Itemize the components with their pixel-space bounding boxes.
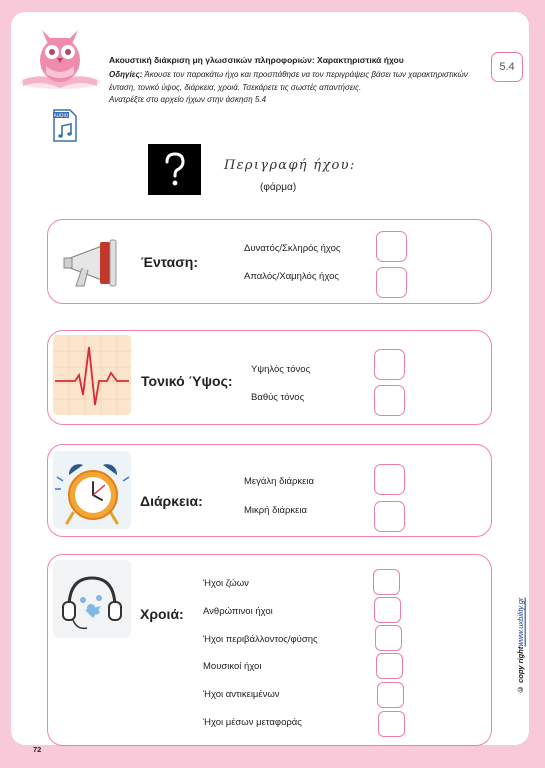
section-title-pitch: Τονικό Ύψος: [141, 373, 233, 389]
option-label: Δυνατός/Σκληρός ήχος [244, 243, 341, 254]
instructions-line-3: Ανατρέξτε στο αρχείο ήχων στην άσκηση 5.4 [109, 95, 267, 104]
answer-checkbox[interactable] [374, 349, 405, 380]
answer-checkbox[interactable] [376, 653, 403, 679]
option-label: Απαλός/Χαμηλός ήχος [244, 271, 339, 282]
headphones-icon [53, 560, 131, 638]
answer-checkbox[interactable] [376, 231, 407, 262]
page-number: 72 [33, 745, 42, 754]
instructions-text: Άκουσε τον παρακάτω ήχο και προσπάθησε να τον περιγράψεις βάσει των χαρακτηριστικών [144, 70, 468, 79]
answer-checkbox[interactable] [375, 625, 402, 651]
option-label: Ανθρώπινοι ήχοι [203, 606, 273, 617]
option-label: Μουσικοί ήχοι [203, 661, 262, 672]
option-label: Μεγάλη διάρκεια [244, 476, 314, 487]
exercise-number-badge: 5.4 [491, 52, 523, 82]
owl-logo-icon [19, 24, 101, 92]
option-label: Ήχοι αντικειμένων [203, 689, 280, 700]
instructions-label: Οδηγίες: [109, 70, 143, 79]
answer-checkbox[interactable] [373, 569, 400, 595]
option-label: Μικρή διάρκεια [244, 505, 307, 516]
heartbeat-icon [53, 335, 131, 415]
worksheet-page [11, 12, 529, 745]
answer-checkbox[interactable] [374, 501, 405, 532]
option-label: Ήχοι ζώων [203, 578, 249, 589]
option-label: Υψηλός τόνος [251, 364, 311, 375]
answer-checkbox[interactable] [376, 267, 407, 298]
instructions [109, 69, 487, 107]
audio-badge-text: AUDIO [53, 114, 69, 119]
answer-checkbox[interactable] [374, 385, 405, 416]
audio-file-icon[interactable] [53, 109, 77, 142]
instructions-line-2: ένταση, τονικό ύψος, διάρκεια, χροιά. Τσεκάρετε τις σωστές απαντήσεις. [109, 82, 362, 92]
alarm-clock-icon [53, 451, 131, 529]
section-pitch [47, 330, 492, 425]
section-duration [47, 444, 492, 537]
copyright-link[interactable]: www.uxbility.gr [516, 597, 525, 647]
answer-checkbox[interactable] [378, 711, 405, 737]
section-title-duration: Διάρκεια: [140, 493, 203, 509]
section-intensity [47, 219, 492, 304]
option-label: Ήχοι περιβάλλοντος/φύσης [203, 634, 318, 645]
section-timbre [47, 554, 492, 746]
worksheet-title: Ακουστική διάκριση μη γλωσσικών πληροφοριών: Χαρακτηριστικά ήχου [109, 55, 404, 65]
option-label: Βαθύς τόνος [251, 392, 305, 403]
copyright-prefix: © copy right [516, 646, 525, 694]
sound-description-label: Περιγραφή ήχου: [224, 158, 356, 173]
section-title-timbre: Χροιά: [140, 606, 184, 622]
sound-description-value: (φάρμα) [260, 182, 297, 193]
answer-checkbox[interactable] [377, 682, 404, 708]
megaphone-icon [62, 234, 126, 292]
copyright-notice [516, 574, 530, 694]
answer-checkbox[interactable] [374, 464, 405, 495]
option-label: Ήχοι μέσων μεταφοράς [203, 717, 302, 728]
question-mark-icon [148, 144, 201, 195]
answer-checkbox[interactable] [374, 597, 401, 623]
section-title-intensity: Ένταση: [141, 254, 198, 270]
